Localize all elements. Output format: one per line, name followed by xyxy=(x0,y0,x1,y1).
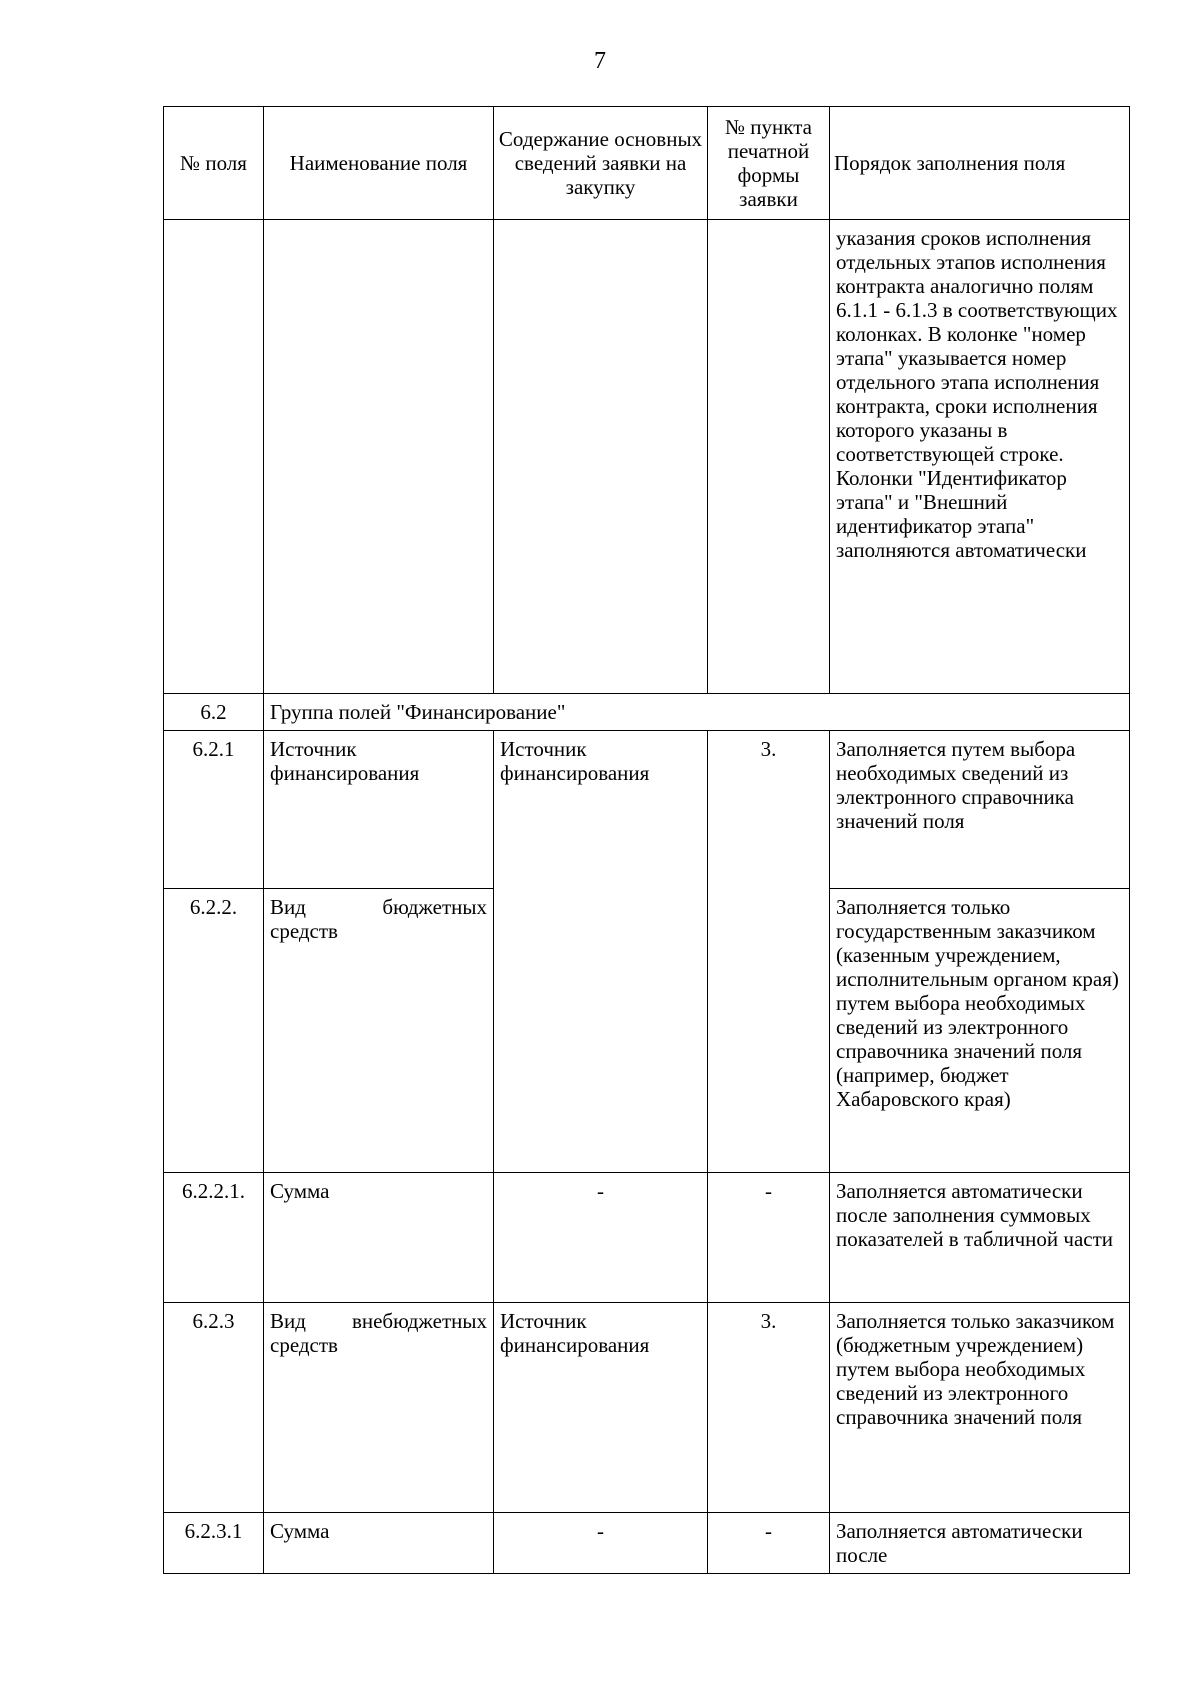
fill-order: Заполняется только заказчиком (бюджетным учреждением) путем выбора необходимых сведений из электронного справочника значений поля xyxy=(830,1303,1130,1513)
print-item: 3. xyxy=(708,1303,830,1513)
fill-order: Заполняется автоматически после заполнения суммовых показателей в табличной части xyxy=(830,1173,1130,1303)
field-name-word: Вид xyxy=(270,895,306,919)
table-row xyxy=(164,731,1130,889)
header-field-no: № поля xyxy=(164,107,264,220)
field-name-word: Вид xyxy=(270,1309,306,1333)
empty-cell xyxy=(164,220,264,694)
field-content: - xyxy=(494,1513,708,1574)
field-no: 6.2.2.1. xyxy=(164,1173,264,1303)
fields-table xyxy=(163,106,1130,1574)
continuation-fill-text: указания сроков исполнения отдельных этапов исполнения контракта аналогично полям 6.1.1 - 6.1.3 в соответствующих колонках. В колонке "номер этапа" указывается номер отдельного этапа исполнения контракта, сроки исполнения которого указаны в соответствующей строке. Колонки "Идентификатор этапа" и "Внешний идентификатор этапа" заполняются автоматически xyxy=(830,220,1130,694)
field-name-word: средств xyxy=(270,1333,338,1357)
header-field-name: Наименование поля xyxy=(264,107,494,220)
print-item: - xyxy=(708,1513,830,1574)
field-name-word: средств xyxy=(270,919,338,943)
header-fill-order: Порядок заполнения поля xyxy=(830,107,1130,220)
print-item: - xyxy=(708,1173,830,1303)
table-row-group xyxy=(164,694,1130,731)
field-name-word: бюджетных xyxy=(382,895,487,919)
fill-order: Заполняется путем выбора необходимых сведений из электронного справочника значений поля xyxy=(830,731,1130,889)
empty-cell xyxy=(494,220,708,694)
field-content: - xyxy=(494,1173,708,1303)
field-name xyxy=(264,889,494,1173)
field-name-word: внебюджетных xyxy=(351,1309,487,1333)
page-number: 7 xyxy=(594,48,606,74)
field-no: 6.2.2. xyxy=(164,889,264,1173)
field-name: Сумма xyxy=(264,1513,494,1574)
group-title: Группа полей "Финансирование" xyxy=(264,694,1130,731)
field-name: Сумма xyxy=(264,1173,494,1303)
field-name: Источник финансирования xyxy=(264,731,494,889)
group-field-no: 6.2 xyxy=(164,694,264,731)
empty-cell xyxy=(264,220,494,694)
header-content: Содержание основных сведений заявки на закупку xyxy=(494,107,708,220)
field-no: 6.2.3 xyxy=(164,1303,264,1513)
field-no: 6.2.3.1 xyxy=(164,1513,264,1574)
header-print-item: № пункта печатной формы заявки xyxy=(708,107,830,220)
field-content: Источник финансирования xyxy=(494,1303,708,1513)
empty-cell xyxy=(708,220,830,694)
fill-order: Заполняется только государственным заказчиком (казенным учреждением, исполнительным органом края) путем выбора необходимых сведений из электронного справочника значений поля (например, бюджет Хабаровского края) xyxy=(830,889,1130,1173)
print-item: 3. xyxy=(708,731,830,1173)
table-header-row xyxy=(164,107,1130,220)
field-no: 6.2.1 xyxy=(164,731,264,889)
table-row xyxy=(164,1303,1130,1513)
fill-order: Заполняется автоматически после xyxy=(830,1513,1130,1574)
field-name xyxy=(264,1303,494,1513)
table-row xyxy=(164,1513,1130,1574)
table-row xyxy=(164,1173,1130,1303)
table-row-continuation xyxy=(164,220,1130,694)
field-content: Источник финансирования xyxy=(494,731,708,1173)
